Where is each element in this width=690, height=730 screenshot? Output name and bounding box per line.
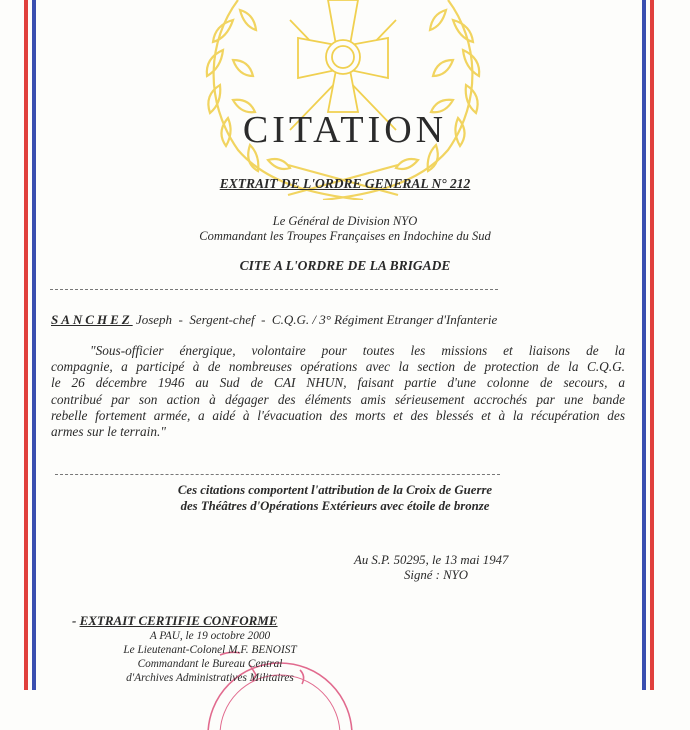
certifying-officer: Le Lieutenant-Colonel M.F. BENOIST bbox=[123, 644, 297, 656]
place-date: Au S.P. 50295, le 13 mai 1947 bbox=[354, 553, 509, 567]
citation-line: le 26 décembre 1946 au Sud de CAI NHUN, faisant partie d'une colonne de secours, a bbox=[51, 375, 625, 391]
soldier-surname: SANCHEZ bbox=[51, 312, 133, 327]
document-title: CITATION bbox=[242, 109, 448, 151]
certification-dash: - bbox=[72, 613, 80, 628]
citation-line: "Sous-officier énergique, volontaire pour toutes les missions et liaisons de la bbox=[90, 343, 625, 358]
cited-order: CITE A L'ORDRE DE LA BRIGADE bbox=[239, 258, 451, 273]
officer-bureau: d'Archives Administratives Militaires bbox=[126, 672, 294, 684]
certification-place-date: A PAU, le 19 octobre 2000 bbox=[149, 630, 271, 642]
citation-line: compagnie, a participé à de nombreuses opérations avec la section de protection de la C.Q.G. bbox=[51, 359, 625, 375]
general-command: Commandant les Troupes Françaises en Indochine du Sud bbox=[199, 229, 491, 243]
left-blue-stripe bbox=[32, 0, 36, 690]
left-red-stripe bbox=[24, 0, 28, 690]
citation-line: rebelle fortement armée, a aidé à l'évacuation des morts et des blessés et à la récupération des bbox=[51, 407, 625, 423]
right-blue-stripe bbox=[642, 0, 646, 690]
certification-title: EXTRAIT CERTIFIE CONFORME bbox=[79, 613, 278, 628]
soldier-details: Joseph - Sergent-chef - C.Q.G. / 3° Régiment Etranger d'Infanterie bbox=[135, 312, 498, 327]
right-red-stripe bbox=[650, 0, 654, 690]
officer-command: Commandant le Bureau Central bbox=[137, 658, 283, 670]
separator-line bbox=[50, 289, 498, 290]
soldier-line bbox=[51, 312, 497, 328]
croix-de-guerre-emblem bbox=[178, 0, 508, 200]
attribution-line-2: des Théâtres d'Opérations Extérieurs avec étoile de bronze bbox=[180, 499, 490, 513]
attribution-line-1: Ces citations comportent l'attribution de la Croix de Guerre bbox=[177, 483, 493, 497]
signed-by: Signé : NYO bbox=[404, 568, 468, 582]
citation-line: contribué par son action à dégager des éléments amis sérieusement accrochés par une bande bbox=[51, 391, 625, 407]
certification-heading bbox=[72, 613, 278, 629]
citation-line: armes sur le terrain." bbox=[51, 424, 166, 440]
citation-text bbox=[51, 343, 625, 440]
separator-line bbox=[55, 474, 500, 475]
general-name: Le Général de Division NYO bbox=[272, 214, 418, 228]
order-extract-heading: EXTRAIT DE L'ORDRE GENERAL N° 212 bbox=[219, 176, 471, 191]
